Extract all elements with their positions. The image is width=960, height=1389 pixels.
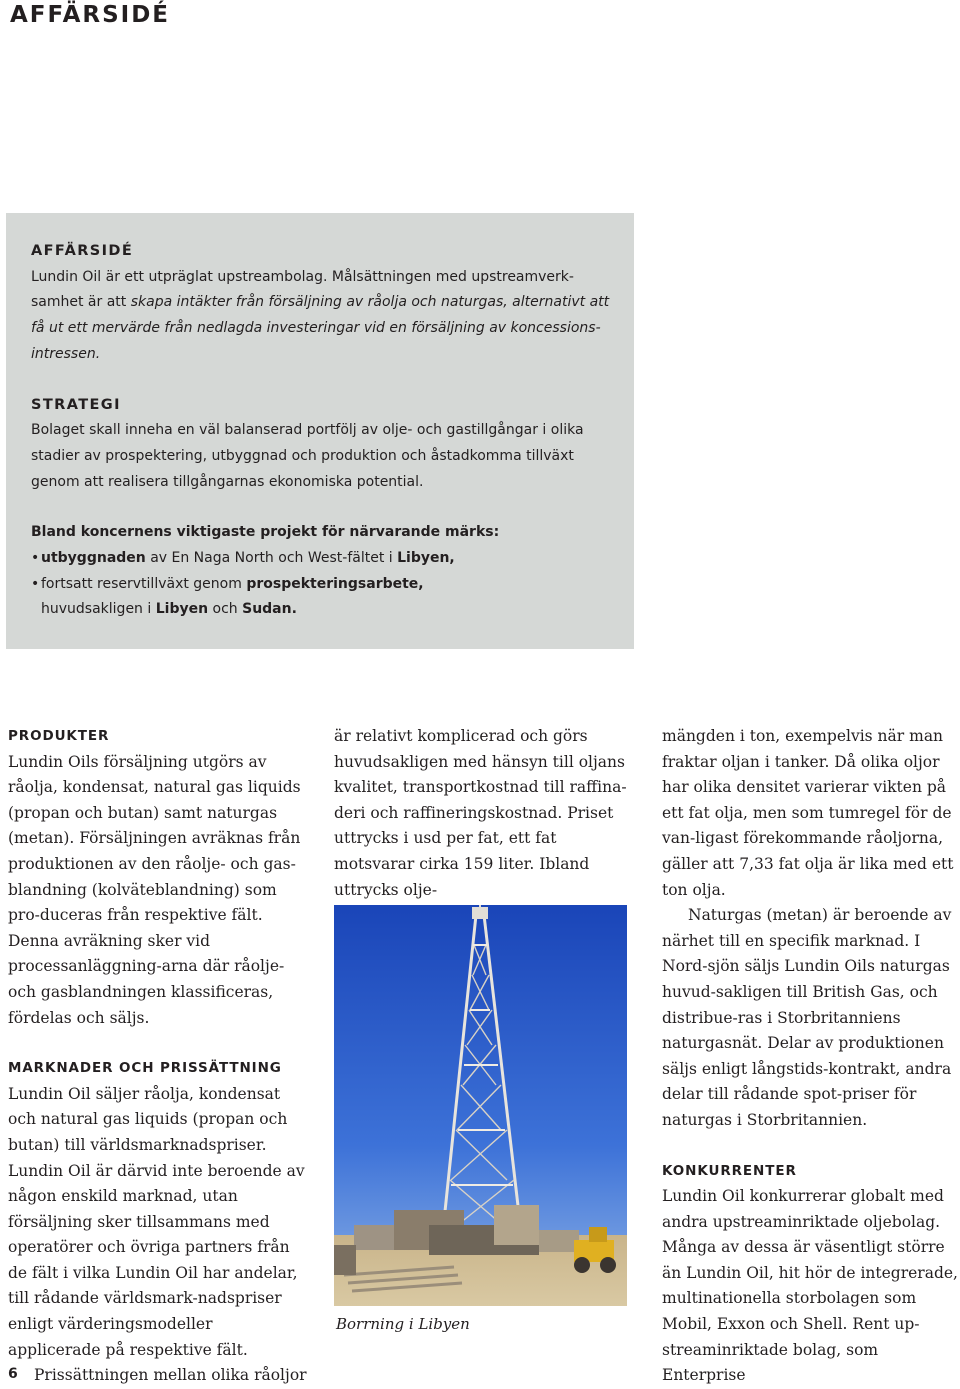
photo-caption: Borrning i Libyen [336,1315,470,1333]
paragraph-naturgas: Naturgas (metan) är beroende av närhet till en specifik marknad. I Nord-sjön säljs Lundin Oils naturgas huvud-sakligen till British Gas, och distribue-ras i Storbritanniens naturgasnät. Delar av produktionen säljs enligt långstids-kontrakt, andra delar till rådande spot-priser för naturgas i Storbritannien. [662,906,952,1129]
page-header-title: AFFÄRSIDÉ [10,2,171,28]
column-left [8,724,310,1389]
drilling-rig-photo [334,905,627,1306]
summary-box [6,213,634,649]
paragraph-produkter: Lundin Oils försäljning utgörs av råolja, kondensat, natural gas liquids (propan och butan) samt naturgas (metan). Försäljningen avräknas från produktionen av den råolje- och gas-blandning (kolväteblandning) som pro-duceras från respektive fält. Denna avräkning sker vid processanläggning-arna där råolje- och gasblandningen klassificeras, fördelas och säljs. [8,752,301,1027]
bullet-symbol: • [31,575,40,592]
paragraph-prissattning: Prissättningen mellan olika råoljor [34,1366,307,1385]
box-heading-affarside: AFFÄRSIDÉ [31,243,134,259]
bullet-continuation: huvudsakligen i Libyen och Sudan. [41,601,297,618]
page-number: 6 [8,1366,18,1382]
box-paragraph-business-idea: Lundin Oil är ett utpräglat upstreambolag. Målsättningen med upstreamverk-samhet är att skapa intäkter från försäljning av råolja och naturgas, alternativt att få ut ett mervärde från nedlagda investeringar vid en försäljning av koncessions-intressen. [31,268,610,362]
heading-konkurrenter: KONKURRENTER [662,1162,797,1179]
paragraph-konkurrenter: Lundin Oil konkurrerar globalt med andra upstreaminriktade oljebolag. Många av dessa är väsentligt större än Lundin Oil, hit hör de integrerade, multinationella storbolagen som Mobil, Exxon och Shell. Rent up-streaminriktade bolag, som Enterprise [662,1187,958,1385]
paragraph-mangden: mängden i ton, exempelvis när man fraktar oljan i tanker. Då olika oljor har olika densitet varierar vikten på ett fat olja, men som tumregel för de van-ligast förekommande råoljorna, gäller att 7,33 fat olja är lika med ett ton olja. [662,727,954,899]
column-right [662,724,960,1389]
column-middle [334,724,634,903]
box-paragraph-strategy: Bolaget skall inneha en väl balanserad portfölj av olje- och gastillgångar i olika stadier av prospektering, utbyggnad och produktion och åstadkomma tillväxt genom att realisera tillgångarnas ekonomiska potential. [31,422,584,490]
heading-marknader: MARKNADER OCH PRISSÄTTNING [8,1060,282,1077]
paragraph-continued: är relativt komplicerad och görs huvudsakligen med hänsyn till oljans kvalitet, transportkostnad till raffina-deri och raffineringskostnad. Priset uttrycks i usd per fat, ett fat motsvarar cirka 159 liter. Ibland uttrycks olje- [334,727,627,899]
heading-produkter: PRODUKTER [8,728,110,744]
paragraph-marknader: Lundin Oil säljer råolja, kondensat och natural gas liquids (propan och butan) till världsmarknadspriser. Lundin Oil är därvid inte beroende av någon enskild marknad, utan försäljning sker tillsammans med operatörer och övriga partners från de fält i vilka Lundin Oil har andelar, till rådande världsmark-nadspriser enligt värderingsmodeller applicerade på respektive fält. [8,1084,305,1359]
box-heading-strategi: STRATEGI [31,396,121,413]
bullet-symbol: • [31,550,40,567]
bullet-item: • fortsatt reservtillväxt genom prospekteringsarbete, [31,572,616,598]
bullet-item: • utbyggnaden av En Naga North och West-fältet i Libyen, [31,546,616,572]
projects-intro: Bland koncernens viktigaste projekt för närvarande märks: [31,524,500,541]
